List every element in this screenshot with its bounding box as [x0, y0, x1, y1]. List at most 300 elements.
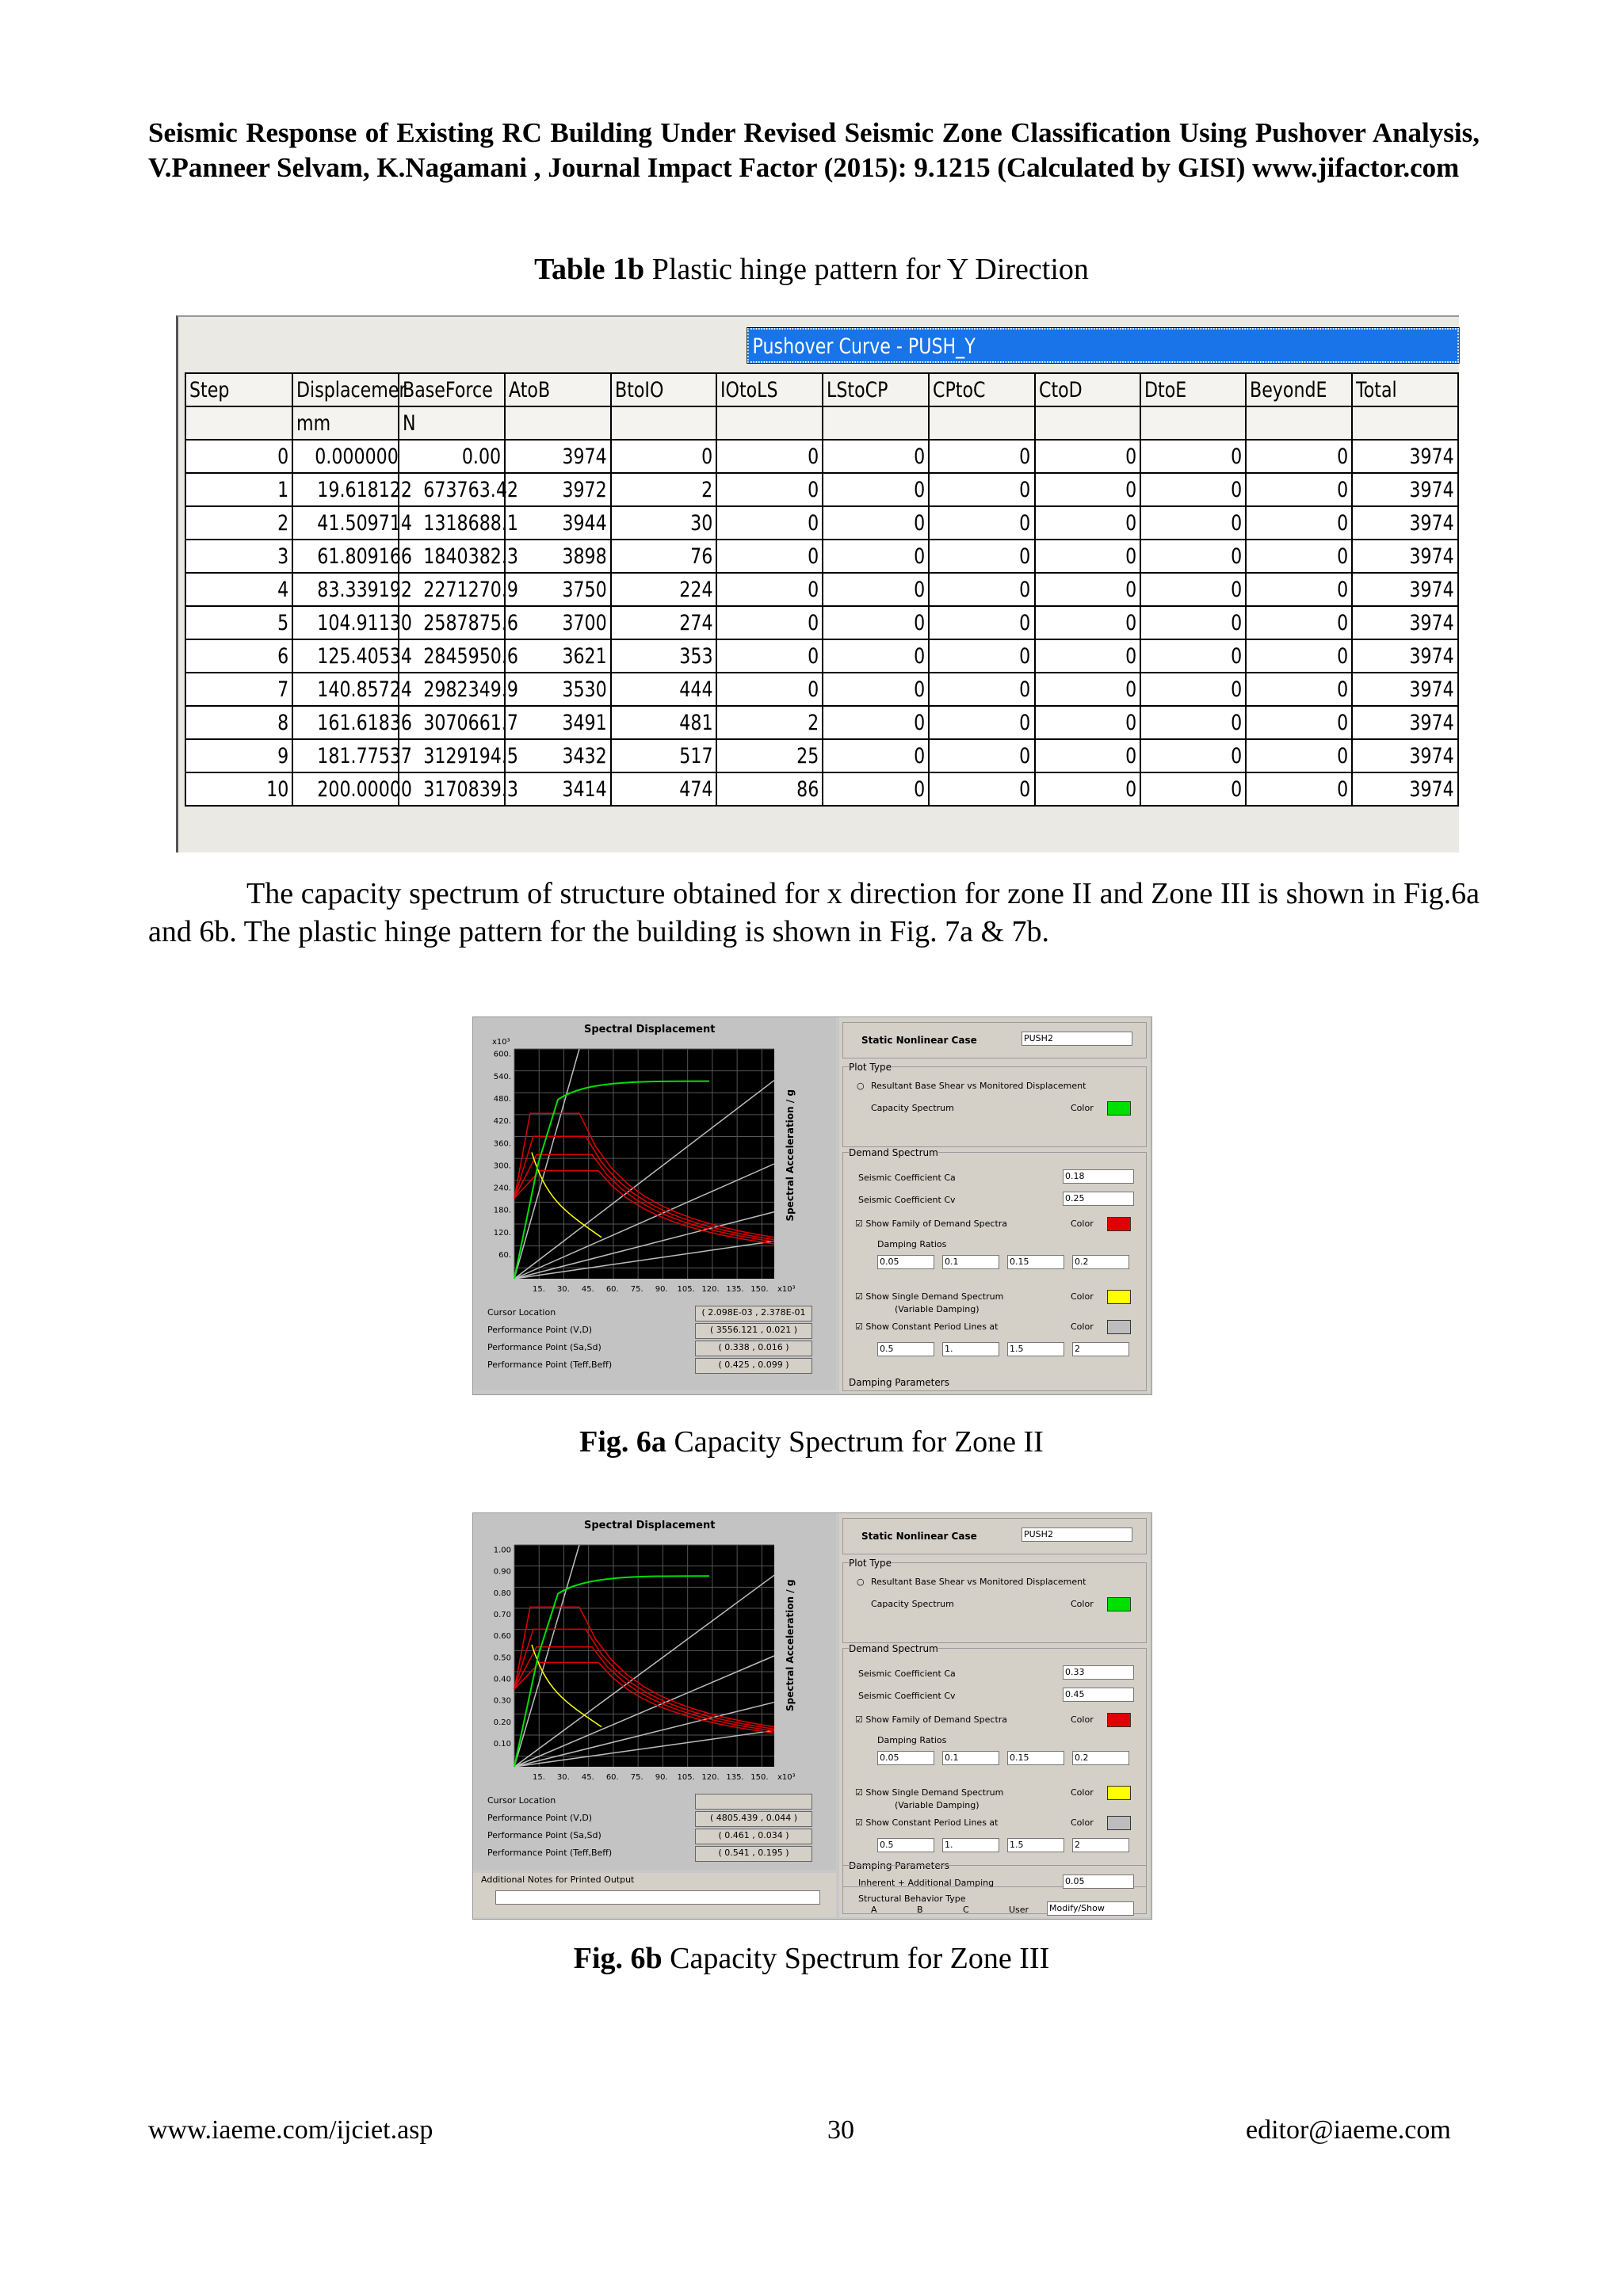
cell-text: 481 [679, 710, 713, 735]
fig6a-caption [0, 1425, 1623, 1459]
cell-iotols [716, 573, 823, 606]
cell-text: 0 [808, 444, 819, 469]
behavior-type-user[interactable]: User [1009, 1905, 1029, 1915]
table-caption-label: Table 1b [534, 253, 645, 286]
cell-lstocp [823, 739, 929, 772]
cell-text: 0 [1125, 444, 1136, 469]
y-multiplier: x10³ [492, 1038, 510, 1047]
option-capacity-spectrum: Capacity Spectrum [871, 1103, 954, 1113]
cell-text: 0 [1231, 677, 1243, 702]
option-capacity-spectrum: Capacity Spectrum [871, 1599, 954, 1609]
modify-show-button[interactable]: Modify/Show [1047, 1901, 1134, 1916]
cell-text: 2845950.6 [423, 643, 519, 669]
y-axis-label: Spectral Acceleration / g [785, 1089, 796, 1222]
cell-dtoe [1140, 639, 1246, 673]
cell-btoio [611, 540, 717, 573]
cell-text: 0 [1231, 776, 1243, 802]
cell-text: 10 [266, 776, 289, 802]
readout-label: Cursor Location [487, 1307, 556, 1318]
cell-lstocp [823, 473, 929, 506]
y-tick-label: 300. [493, 1161, 511, 1171]
cell-beyonde [1246, 639, 1352, 673]
table-row [185, 540, 1458, 573]
cell-beyonde [1246, 506, 1352, 540]
cell-btoio [611, 739, 717, 772]
damping-ratio-input[interactable]: 0.15 [1007, 1751, 1064, 1765]
plot-type-label: Plot Type [849, 1558, 892, 1569]
cell-text: 3974 [1409, 444, 1454, 469]
x-tick-label: 150. [750, 1773, 769, 1782]
damping-parameters-label: Damping Parameters [849, 1377, 949, 1388]
seismic-coefficient-ca-label: Seismic Coefficient Ca [858, 1173, 956, 1183]
cell-text: 0 [1125, 776, 1136, 802]
cell-dtoe [1140, 706, 1246, 739]
show-single-checkbox: ☑ Show Single Demand Spectrum [855, 1787, 1004, 1798]
cell-atob [505, 706, 611, 739]
cell-btoio [611, 573, 717, 606]
cell-cptoc [929, 739, 1035, 772]
cell-text: 0 [1125, 677, 1136, 702]
cell-text: 0 [1019, 743, 1031, 769]
table-caption [0, 252, 1623, 287]
cell-text: 0 [913, 477, 925, 502]
cell-beyonde [1246, 473, 1352, 506]
cell-text: 6 [277, 643, 289, 669]
cell-text: 0 [1019, 477, 1031, 502]
seismic-coefficient-ca-input[interactable]: 0.18 [1063, 1169, 1134, 1184]
cell-total [1352, 639, 1458, 673]
y-tick-label: 60. [498, 1251, 511, 1261]
static-nonlinear-case-select[interactable]: PUSH2 [1022, 1527, 1132, 1542]
plot-panel [473, 1513, 836, 1870]
x-multiplier: x10³ [777, 1285, 796, 1294]
cell-btoio [611, 706, 717, 739]
hinge-pattern-table [185, 372, 1459, 807]
cell-displacemer [292, 506, 413, 540]
behavior-type-b[interactable]: B [917, 1905, 923, 1915]
cell-cptoc [929, 573, 1035, 606]
plot-title: Spectral Displacement [584, 1520, 716, 1531]
header-cell-baseforce [399, 373, 505, 406]
y-tick-label: 0.10 [493, 1740, 511, 1749]
demand-color-swatch[interactable] [1107, 1713, 1131, 1727]
cell-lstocp [823, 573, 929, 606]
cell-text: 474 [679, 776, 713, 802]
cell-dtoe [1140, 473, 1246, 506]
cell-ctod [1035, 739, 1140, 772]
cell-step [185, 639, 292, 673]
readout-label: Performance Point (V,D) [487, 1813, 593, 1823]
cell-text: 0 [1337, 643, 1349, 669]
cell-text: 0 [1231, 610, 1243, 635]
header-cell-text: LStoCP [827, 377, 888, 402]
cell-text: 161.61836 [317, 710, 413, 735]
fig6b-caption [0, 1941, 1623, 1976]
color-label: Color [1071, 1817, 1094, 1828]
cell-beyonde [1246, 739, 1352, 772]
readout-value: ( 0.425 , 0.099 ) [695, 1358, 812, 1374]
cell-ctod [1035, 639, 1140, 673]
cell-text: 3974 [1409, 643, 1454, 669]
unit-cell-beyonde [1246, 406, 1352, 440]
option-base-shear: Resultant Base Shear vs Monitored Displacement [871, 1577, 1086, 1587]
seismic-coefficient-cv-label: Seismic Coefficient Cv [858, 1195, 956, 1205]
cell-text: 7 [277, 677, 289, 702]
inherent-damping-input[interactable]: 0.05 [1063, 1875, 1134, 1889]
cell-total [1352, 606, 1458, 639]
cell-step [185, 673, 292, 706]
static-nonlinear-case-select[interactable]: PUSH2 [1022, 1032, 1132, 1046]
unit-cell-total [1352, 406, 1458, 440]
cell-baseforce [399, 639, 519, 673]
cell-dtoe [1140, 673, 1246, 706]
cell-text: 1318688.1 [423, 510, 519, 536]
cell-text: 3944 [562, 510, 607, 536]
cell-cptoc [929, 506, 1035, 540]
cell-dtoe [1140, 540, 1246, 573]
color-label: Color [1071, 1787, 1094, 1798]
cell-text: 0 [701, 444, 713, 469]
cell-text: 0 [1337, 610, 1349, 635]
cell-text: 3972 [562, 477, 607, 502]
cell-beyonde [1246, 573, 1352, 606]
cell-text: 3530 [562, 677, 607, 702]
cell-text: 0 [1019, 543, 1031, 569]
cell-beyonde [1246, 540, 1352, 573]
cell-text: 2587875.6 [423, 610, 519, 635]
cell-text: 0 [913, 543, 925, 569]
header-cell-text: BtoIO [614, 377, 664, 402]
cell-text: 0 [913, 643, 925, 669]
cell-text: 0 [808, 510, 819, 536]
readout-value [695, 1794, 812, 1810]
seismic-coefficient-ca-label: Seismic Coefficient Ca [858, 1669, 956, 1679]
cell-iotols [716, 440, 823, 473]
period-input[interactable]: 1. [942, 1342, 999, 1356]
cell-total [1352, 573, 1458, 606]
cell-text: 140.85724 [317, 677, 413, 702]
cell-text: 4 [277, 577, 289, 602]
y-tick-label: 0.30 [493, 1696, 511, 1706]
cell-atob [505, 639, 611, 673]
cell-total [1352, 540, 1458, 573]
cell-cptoc [929, 706, 1035, 739]
cell-dtoe [1140, 573, 1246, 606]
x-tick-label: 60. [605, 1773, 619, 1782]
x-tick-label: 135. [726, 1285, 744, 1294]
cell-text: 200.00000 [317, 776, 413, 802]
footer-url[interactable]: www.iaeme.com/ijciet.asp [148, 2115, 433, 2145]
cell-baseforce [399, 606, 519, 639]
x-tick-label: 105. [677, 1773, 695, 1782]
cell-displacemer [292, 473, 413, 506]
cell-displacemer [292, 706, 413, 739]
cell-text: 0 [913, 677, 925, 702]
cell-atob [505, 540, 611, 573]
cell-text: 444 [679, 677, 713, 702]
cell-cptoc [929, 606, 1035, 639]
cell-text: 2 [701, 477, 713, 502]
cell-text: 2 [808, 710, 819, 735]
x-tick-label: 90. [655, 1285, 668, 1294]
cell-text: 0 [1337, 543, 1349, 569]
cell-displacemer [292, 639, 413, 673]
cell-text: 30 [690, 510, 713, 536]
single-variable-damping-label: (Variable Damping) [895, 1304, 980, 1314]
seismic-coefficient-cv-input[interactable]: 0.45 [1063, 1688, 1134, 1702]
x-multiplier: x10³ [777, 1773, 796, 1782]
cell-beyonde [1246, 673, 1352, 706]
header-cell-text: CPtoC [932, 377, 986, 402]
header-cell-iotols [716, 373, 823, 406]
y-tick-label: 0.90 [493, 1567, 511, 1577]
cell-atob [505, 440, 611, 473]
period-input[interactable]: 0.5 [877, 1342, 934, 1356]
period-input[interactable]: 1.5 [1007, 1342, 1064, 1356]
period-input[interactable]: 1.5 [1007, 1838, 1064, 1852]
cell-btoio [611, 440, 717, 473]
cell-step [185, 440, 292, 473]
cell-text: 0 [1125, 543, 1136, 569]
cell-text: 0 [1019, 510, 1031, 536]
unit-cell-ctod [1035, 406, 1140, 440]
header-cell-text: Step [189, 377, 230, 402]
cell-btoio [611, 606, 717, 639]
cell-atob [505, 739, 611, 772]
cell-displacemer [292, 606, 413, 639]
footer-email[interactable]: editor@iaeme.com [1246, 2115, 1451, 2145]
color-label: Color [1071, 1599, 1094, 1609]
damping-ratio-input[interactable]: 0.05 [877, 1751, 934, 1765]
cell-total [1352, 506, 1458, 540]
header-cell-text: IOtoLS [720, 377, 779, 402]
body-paragraph: The capacity spectrum of structure obtained for x direction for zone II and Zone III is shown in Fig.6a and 6b. The plastic hinge pattern for the building is shown in Fig. 7a & 7b. [148, 877, 1480, 948]
damping-parameters-label: Damping Parameters [849, 1860, 949, 1871]
cell-beyonde [1246, 606, 1352, 639]
cell-baseforce [399, 673, 519, 706]
cell-text: 125.40534 [317, 643, 413, 669]
cell-ctod [1035, 573, 1140, 606]
cell-cptoc [929, 473, 1035, 506]
cell-atob [505, 506, 611, 540]
cell-beyonde [1246, 706, 1352, 739]
unit-cell-cptoc [929, 406, 1035, 440]
cell-text: 3700 [562, 610, 607, 635]
cell-baseforce [399, 706, 519, 739]
demand-color-swatch[interactable] [1107, 1217, 1131, 1231]
cell-text: 0 [1337, 776, 1349, 802]
x-tick-label: 75. [630, 1773, 643, 1782]
header-cell-text: DtoE [1144, 377, 1187, 402]
damping-ratios-label: Damping Ratios [877, 1239, 947, 1249]
period-color-swatch[interactable] [1107, 1320, 1131, 1334]
pushover-curve-title[interactable]: Pushover Curve - PUSH_Y [747, 328, 1459, 363]
single-color-swatch[interactable] [1107, 1786, 1131, 1800]
controls-panel [839, 1513, 1150, 1917]
cell-text: 61.809166 [317, 543, 413, 569]
pushover-table-window [176, 315, 1459, 852]
cell-text: 0 [808, 577, 819, 602]
seismic-coefficient-ca-input[interactable]: 0.33 [1063, 1665, 1134, 1680]
cell-text: 3974 [1409, 477, 1454, 502]
cell-text: 0 [1231, 510, 1243, 536]
cell-atob [505, 606, 611, 639]
y-tick-label: 0.70 [493, 1610, 511, 1619]
unit-cell-baseforce [399, 406, 505, 440]
cell-displacemer [292, 573, 413, 606]
cell-text: 76 [690, 543, 713, 569]
additional-notes-label: Additional Notes for Printed Output [481, 1875, 635, 1885]
cell-cptoc [929, 639, 1035, 673]
cell-step [185, 473, 292, 506]
period-color-swatch[interactable] [1107, 1816, 1131, 1830]
cell-btoio [611, 772, 717, 806]
cell-btoio [611, 473, 717, 506]
cell-iotols [716, 506, 823, 540]
table-header-row [185, 373, 1458, 406]
cell-text: 3414 [562, 776, 607, 802]
readout-label: Performance Point (Sa,Sd) [487, 1830, 601, 1840]
cell-ctod [1035, 706, 1140, 739]
capacity-color-swatch[interactable] [1107, 1597, 1131, 1611]
cell-text: 181.77537 [317, 743, 413, 769]
cell-dtoe [1140, 739, 1246, 772]
damping-ratio-input[interactable]: 0.2 [1072, 1751, 1129, 1765]
cell-baseforce [399, 772, 519, 806]
behavior-type-c[interactable]: C [963, 1905, 969, 1915]
period-input[interactable]: 2 [1072, 1342, 1129, 1356]
cell-lstocp [823, 440, 929, 473]
cell-lstocp [823, 706, 929, 739]
y-tick-label: 540. [493, 1072, 511, 1081]
cell-text: 0 [913, 444, 925, 469]
cell-lstocp [823, 673, 929, 706]
seismic-coefficient-cv-input[interactable]: 0.25 [1063, 1192, 1134, 1206]
period-input[interactable]: 0.5 [877, 1838, 934, 1852]
unit-cell-btoio [611, 406, 717, 440]
cell-text: 0 [1125, 577, 1136, 602]
show-period-lines-checkbox: ☑ Show Constant Period Lines at [855, 1322, 999, 1332]
cell-text: 0 [1337, 743, 1349, 769]
damping-ratios-label: Damping Ratios [877, 1735, 947, 1745]
cell-ctod [1035, 540, 1140, 573]
unit-cell-dtoe [1140, 406, 1246, 440]
header-cell-text: BeyondE [1250, 377, 1327, 402]
cell-text: 0 [808, 677, 819, 702]
damping-ratio-input[interactable]: 0.2 [1072, 1255, 1129, 1269]
structural-behavior-label: Structural Behavior Type [858, 1894, 966, 1904]
x-tick-label: 150. [750, 1285, 769, 1294]
cell-text: 0 [1019, 577, 1031, 602]
damping-ratio-input[interactable]: 0.1 [942, 1751, 999, 1765]
x-tick-label: 120. [701, 1773, 720, 1782]
demand-spectrum-label: Demand Spectrum [849, 1643, 938, 1654]
cell-text: 0 [1231, 643, 1243, 669]
unit-cell-step [185, 406, 292, 440]
cell-step [185, 772, 292, 806]
plot-background [514, 1545, 774, 1767]
additional-notes-input[interactable] [495, 1890, 820, 1905]
cell-dtoe [1140, 440, 1246, 473]
cell-text: 3974 [562, 444, 607, 469]
y-tick-label: 360. [493, 1139, 511, 1149]
cell-text: 3974 [1409, 543, 1454, 569]
table-row [185, 739, 1458, 772]
cell-text: 0 [1125, 743, 1136, 769]
color-label: Color [1071, 1714, 1094, 1725]
y-tick-label: 0.20 [493, 1718, 511, 1727]
cell-total [1352, 706, 1458, 739]
header-cell-ctod [1035, 373, 1140, 406]
period-input[interactable]: 2 [1072, 1838, 1129, 1852]
cell-text: 0 [1019, 710, 1031, 735]
period-input[interactable]: 1. [942, 1838, 999, 1852]
cell-text: 25 [796, 743, 819, 769]
capacity-color-swatch[interactable] [1107, 1101, 1131, 1116]
cell-text: 3974 [1409, 743, 1454, 769]
cell-text: 0 [1019, 444, 1031, 469]
fig6b-caption-text: Capacity Spectrum for Zone III [662, 1942, 1050, 1975]
cell-iotols [716, 772, 823, 806]
plot-type-label: Plot Type [849, 1062, 892, 1073]
cell-dtoe [1140, 772, 1246, 806]
cell-atob [505, 473, 611, 506]
cell-text: 0 [808, 543, 819, 569]
cell-beyonde [1246, 772, 1352, 806]
table-units-row [185, 406, 1458, 440]
cell-text: 2271270.9 [423, 577, 519, 602]
cell-total [1352, 473, 1458, 506]
damping-ratio-input[interactable]: 0.05 [877, 1255, 934, 1269]
show-family-checkbox: ☑ Show Family of Demand Spectra [855, 1714, 1008, 1725]
cell-total [1352, 440, 1458, 473]
plot-background [514, 1049, 774, 1279]
table-row [185, 573, 1458, 606]
damping-ratio-input[interactable]: 0.1 [942, 1255, 999, 1269]
static-nonlinear-case-label: Static Nonlinear Case [861, 1531, 977, 1542]
cell-total [1352, 673, 1458, 706]
controls-panel [839, 1017, 1150, 1393]
show-single-checkbox: ☑ Show Single Demand Spectrum [855, 1291, 1004, 1302]
notes-panel [473, 1873, 836, 1917]
y-axis-label: Spectral Acceleration / g [785, 1579, 796, 1711]
fig6a-caption-text: Capacity Spectrum for Zone II [666, 1425, 1044, 1459]
cell-iotols [716, 606, 823, 639]
readout-label: Performance Point (Sa,Sd) [487, 1342, 601, 1352]
x-tick-label: 105. [677, 1285, 695, 1294]
damping-ratio-input[interactable]: 0.15 [1007, 1255, 1064, 1269]
cell-dtoe [1140, 606, 1246, 639]
header-cell-total [1352, 373, 1458, 406]
behavior-type-a[interactable]: A [871, 1905, 877, 1915]
readout-value: ( 2.098E-03 , 2.378E-01 [695, 1306, 812, 1322]
single-color-swatch[interactable] [1107, 1290, 1131, 1304]
cell-text: 0 [1125, 610, 1136, 635]
cell-iotols [716, 639, 823, 673]
cell-text: 0 [1337, 510, 1349, 536]
unit-cell-text: mm [296, 410, 331, 436]
y-tick-label: 0.80 [493, 1589, 511, 1598]
cell-iotols [716, 706, 823, 739]
cell-ctod [1035, 772, 1140, 806]
header-cell-dtoe [1140, 373, 1246, 406]
unit-cell-lstocp [823, 406, 929, 440]
cell-text: 0.00 [462, 444, 502, 469]
readout-value: ( 0.541 , 0.195 ) [695, 1846, 812, 1862]
cell-lstocp [823, 606, 929, 639]
cell-text: 0 [1019, 677, 1031, 702]
cell-text: 104.91130 [317, 610, 413, 635]
